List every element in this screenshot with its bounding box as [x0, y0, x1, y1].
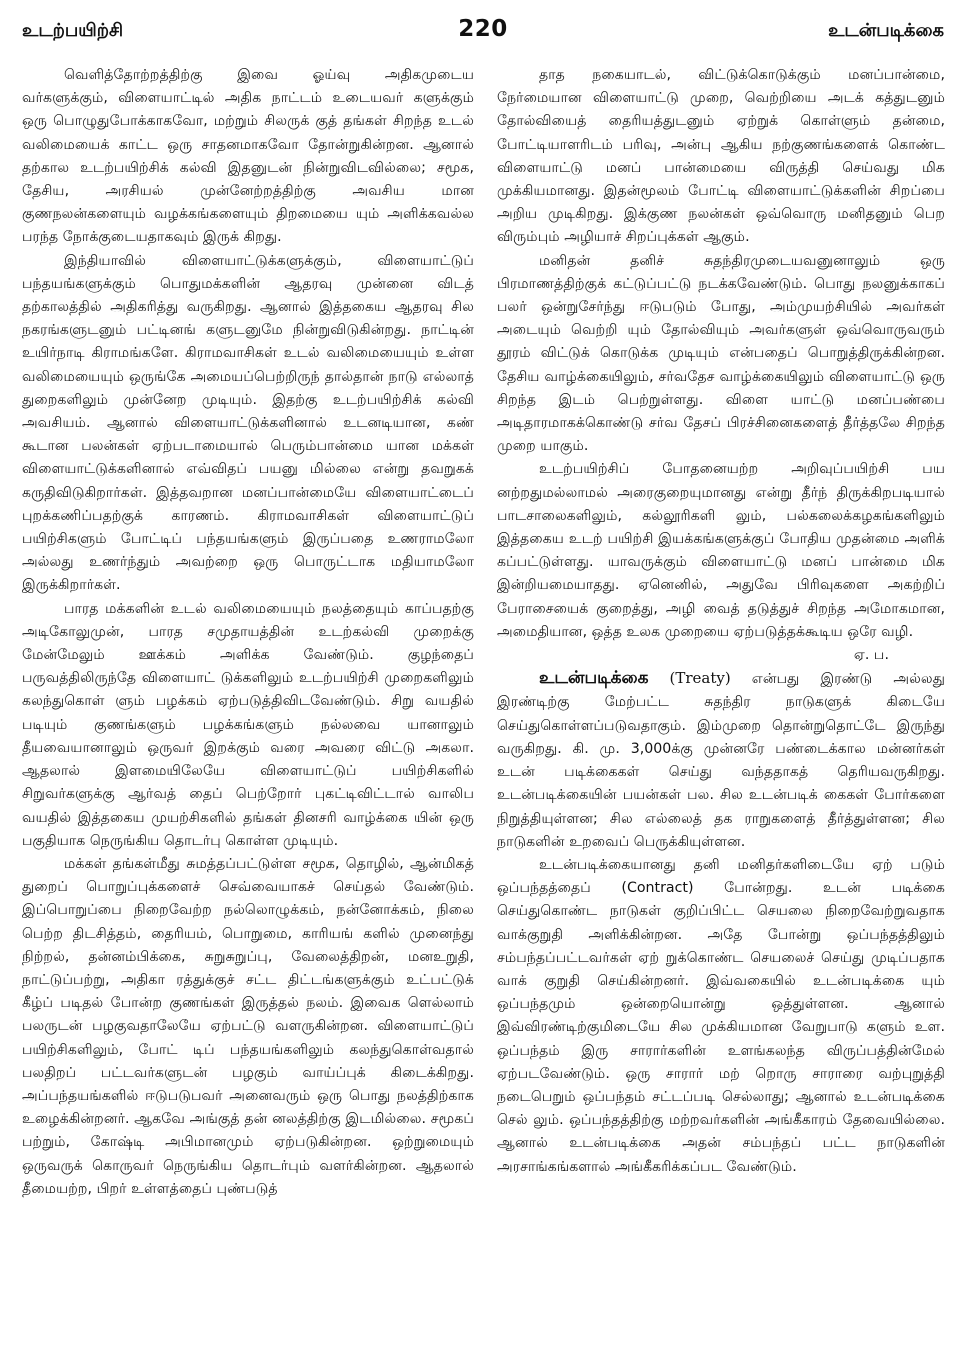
page-header	[22, 12, 944, 48]
entry-text: என்பது இரண்டு அல்லது இரண்டிற்கு மேற்பட்ட சுதந்திர நாடுகளுக் கிடையே செய்துகொள்ளப்படுவதாகும். இம்முறை தொன்றுதொட்டே இருந்து வருகிறது. கி. மு. 3,000க்கு முன்னரே பண்டைக்கால மன்னர்கள் உடன் படிக்கைகள் செய்து வந்ததாகத் தெரியவருகிறது. உடன்படிக்கையின் பயன்கள் பல. சில உடன்படிக் கைகள் போர்களை நிறுத்தியுள்ளன; சில எல்லைத் தக ராறுகளைத் தீர்த்துள்ளன; சில நாடுகளின் உறவைப் பெருக்கியுள்ளன.	[497, 671, 945, 850]
paragraph: பாரத மக்களின் உடல் வலிமையையும் நலத்தையும் காப்பதற்கு அடிகோலுமுன், பாரத சமுதாயத்தின் உடற்கல்வி முறைக்கு மேன்மேலும் ஊக்கம் அளிக்க வேண்டும். குழந்தைப் பருவத்திலிருந்தே விளையாட் டுக்களிலும் உடற்பயிற்சி முறைகளிலும் கலந்துகொள் ளும் பழக்கம் ஏற்படுத்திவிடவேண்டும். சிறு வயதில் படியும் குணங்களும் பழக்கங்களும் நல்லவை யானாலும் தீயவையானாலும் ஒருவர் இறக்கும் வரை அவரை விட்டு அகலா. ஆதலால் இளமையிலேயே விளையாட்டுப் பயிற்சிகளில் சிறுவர்களுக்கு ஆர்வத் தைப் பெற்றோர் புகட்டிவிட்டால் வாலிப வயதில் இத்தகைய முயற்சிகளில் தங்கள் தினசரி வாழ்க்கை யின் ஒரு பகுதியாக நெருங்கிய தொடர்பு கொள்ள முடியும்.	[22, 600, 474, 849]
paragraph: உடற்பயிற்சிப் போதனையற்ற அறிவுப்பயிற்சி பய னற்றதுமல்லாமல் அரைகுறையுமானது என்று தீர்ந் திருக்கிறபடியால் பாடசாலைகளிலும், கல்லூரிகளி லும், பல்கலைக்கழகங்களிலும் இத்தகைய உடற் பயிற்சி இயக்கங்களுக்குப் போதிய முதன்மை அளிக் கப்பட்டுள்ளது. யாவருக்கும் விளையாட்டு மனப் பான்மை மிக இன்றியமையாதது. ஏனெனில், அதுவே பிரிவுகளை அகற்றிப் பேராசையைக் குறைத்து, அழி வைத் தடுத்துச் சிறந்த அமோகமான, அமைதியான, ஒத்த உலக முறையை ஏற்படுத்தக்கூடிய ஒரே வழி.	[497, 461, 945, 640]
paragraph: தாத நகையாடல், விட்டுக்கொடுக்கும் மனப்பான்மை, நேர்மையான விளையாட்டு முறை, வெற்றியை அடக் கத்துடனும் தோல்வியைத் தைரியத்துடனும் ஏற்றுக் கொள்ளும் தன்மை, போட்டியாளரிடம் பரிவு, அன்பு ஆகிய நற்குணங்களைக் கொண்ட விளையாட்டு மனப் பான்மையை விருத்தி செய்வது மிக முக்கியமானது. இதன்மூலம் போட்டி விளையாட்டுக்களின் சிறப்பை அறிய முடிகிறது. இக்குண நலன்கள் ஒவ்வொரு மனிதனும் பெற விரும்பும் அழியாச் சிறப்புக்கள் ஆகும்.	[497, 67, 945, 246]
paragraph: உடன்படிக்கையானது தனி மனிதர்களிடையே ஏற் படும் ஒப்பந்தத்தைப் (Contract) போன்றது. உடன் படிக்கை செய்துகொண்ட நாடுகள் குறிப்பிட்ட செயலை நிறைவேற்றுவதாக வாக்குறுதி அளிக்கின்றன. அதே போன்று ஒப்பந்தத்திலும் சம்பந்தப்பட்டவர்கள் ஏற் றுக்கொண்ட செயலைச் செய்து முடிப்பதாக வாக் குறுதி செய்கின்றனர். இவ்வகையில் உடன்படிக்கை யும் ஒப்பந்தமும் ஒன்றையொன்று ஒத்துள்ளன. ஆனால் இவ்விரண்டிற்குமிடையே சில முக்கியமான வேறுபாடு களும் உள. ஒப்பந்தம் இரு சாரார்களின் உளங்கலந்த விருப்பத்தின்மேல் ஏற்படவேண்டும். ஒரு சாரார் மற் றொரு சாராரை வற்புறுத்தி நடைபெறும் ஒப்பந்தம் சட்டப்படி செல்லாது; ஆனால் உடன்படிக்கை செல் லும். ஒப்பந்தத்திற்கு மற்றவர்களின் அங்கீகாரம் தேவையில்லை. ஆனால் உடன்படிக்கை அதன் சம்பந்தப் பட்ட நாடுகளின் அரசாங்கங்களால் அங்கீகரிக்கப்பட வேண்டும்.	[497, 856, 945, 1175]
left-column	[22, 64, 474, 1354]
paragraph: மனிதன் தனிச் சுதந்திரமுடையவனுனாலும் ஒரு பிரமாணத்திற்குக் கட்டுப்பட்டு நடக்கவேண்டும். பொது நலனுக்காகப் பலர் ஒன்றுசேர்ந்து ஈடுபடும் போது, அம்முயற்சியில் அவர்கள் அடையும் வெற்றி யும் தோல்வியும் அவர்களுள் ஒவ்வொருவரும் தூரம் விட்டுக் கொடுக்க முடியும் என்பதைப் பொறுத்திருக்கின்றன. தேசிய வாழ்க்கையிலும், சர்வதேச வாழ்க்கையிலும் விளையாட்டு ஒரு சிறந்த இடம் பெற்றுள்ளது. விளை யாட்டு மனப்பண்பை அடிதாரமாகக்கொண்டு சர்வ தேசப் பிரச்சினைகளைத் தீர்த்தலே சிறந்த முறை யாகும்.	[497, 252, 945, 455]
signoff-row	[497, 644, 945, 667]
paragraph: மக்கள் தங்கள்மீது சுமத்தப்பட்டுள்ள சமூக, தொழில், ஆன்மிகத் துறைப் பொறுப்புக்களைச் செவ்வையாகச் செய்தல் வேண்டும். இப்பொறுப்பை நிறைவேற்ற நல்லொழுக்கம், நன்னோக்கம், நிலை பெற்ற திடசித்தம், தைரியம், பொறுமை, காரியங் களில் முனைந்து நிற்றல், தன்னம்பிக்கை, சுறுசுறுப்பு, வேலைத்திறன், மனஉறுதி, நாட்டுப்பற்று, அதிகா ரத்துக்குச் சட்ட திட்டங்களுக்கும் உட்பட்டுக் கீழ்ப் படிதல் போன்ற குணங்கள் இருத்தல் நலம். இவைக ளெல்லாம் பலருடன் பழகுவதாலேயே ஏற்பட்டு வளருகின்றன. விளையாட்டுப் பயிற்சிகளிலும், போட் டிப் பந்தயங்களிலும் கலந்துகொள்வதால் பலதிறப் பட்டவர்களுடன் பழகும் வாய்ப்புக் கிடைக்கிறது. அப்பந்தயங்களில் ஈடுபடுபவர் அனைவரும் ஒரு பொது நலத்திற்காக உழைக்கின்றனர். ஆகவே அங்குத் தன் னலத்திற்கு இடமில்லை. சமூகப் பற்றும், கோஷ்டி அபிமானமும் ஏற்படுகின்றன. ஒற்றுமையும் ஒருவருக் கொருவர் நெருங்கிய தொடர்பும் வளர்கின்றன. ஆதலால் தீமையற்ற, பிறர் உள்ளத்தைப் புண்படுத்	[22, 855, 474, 1197]
running-head-right: உடன்படிக்கை	[828, 20, 944, 41]
paragraph: இந்தியாவில் விளையாட்டுக்களுக்கும், விளையாட்டுப் பந்தயங்களுக்கும் பொதுமக்களின் ஆதரவு முன்னை விடத் தற்காலத்தில் அதிகரித்து வருகிறது. ஆனால் இத்தகைய ஆதரவு சில நகரங்களுடனும் பட்டினங் களுடனுமே நின்றுவிடுகின்றது. நாட்டின் உயிர்நாடி கிராமங்களே. கிராமவாசிகள் உடல் வலிமையையும் உள்ள வலிமையையும் ஒருங்கே அமையப்பெற்றிருந் தால்தான் நாடு எல்லாத் துறைகளிலும் முன்னேற முடியும். இதற்கு உடற்பயிற்சிக் கல்வி அவசியம். ஆனால் விளையாட்டுக்களினால் உடனடியான, கண் கூடான பலன்கள் ஏற்படாமையால் பெரும்பான்மை யான மக்கள் விளையாட்டுக்களினால் எவ்விதப் பயனு மில்லை என்று தவறுகக் கருதிவிடுகிறார்கள். இத்தவறான மனப்பான்மையே விளையாட்டைப் புறக்கணிப்பதற்குக் காரணம். கிராமவாசிகள் விளையாட்டுப் பயிற்சிகளும் போட்டிப் பந்தயங்களும் இருப்பதை உணராமலோ அல்லது உணர்ந்தும் அவற்றை ஒரு பொருட்டாக மதியாமலோ இருக்கிறார்கள்.	[22, 252, 474, 594]
encyclopedia-entry	[497, 667, 945, 854]
running-head-left: உடற்பயிற்சி	[22, 20, 124, 41]
author-initials: ஏ. ப.	[853, 647, 889, 664]
paragraph: வெளித்தோற்றத்திற்கு இவை ஓய்வு அதிகமுடைய வர்களுக்கும், விளையாட்டில் அதிக நாட்டம் உடையவர் களுக்கும் ஒரு பொழுதுபோக்காகவோ, மற்றும் சிலருக் குத் தங்கள் சிறந்த உடல் வலிமையைக் காட்ட ஒரு சாதனமாகவோ தோன்றுகின்றன. ஆனால் தற்கால உடற்பயிற்சிக் கல்வி இதனுடன் நின்றுவிடவில்லை; சமூக, தேசிய, அரசியல் முன்னேற்றத்திற்கு அவசிய மான குணநலன்களையும் வழக்கங்களையும் திறமையை யும் அளிக்கவல்ல பரந்த நோக்குடையதாகவும் இருக் கிறது.	[22, 67, 474, 246]
entry-headword: உடன்படிக்கை	[539, 668, 649, 689]
right-column	[497, 64, 945, 1354]
entry-english-term: (Treaty)	[669, 669, 731, 688]
page-number: 220	[458, 16, 508, 42]
